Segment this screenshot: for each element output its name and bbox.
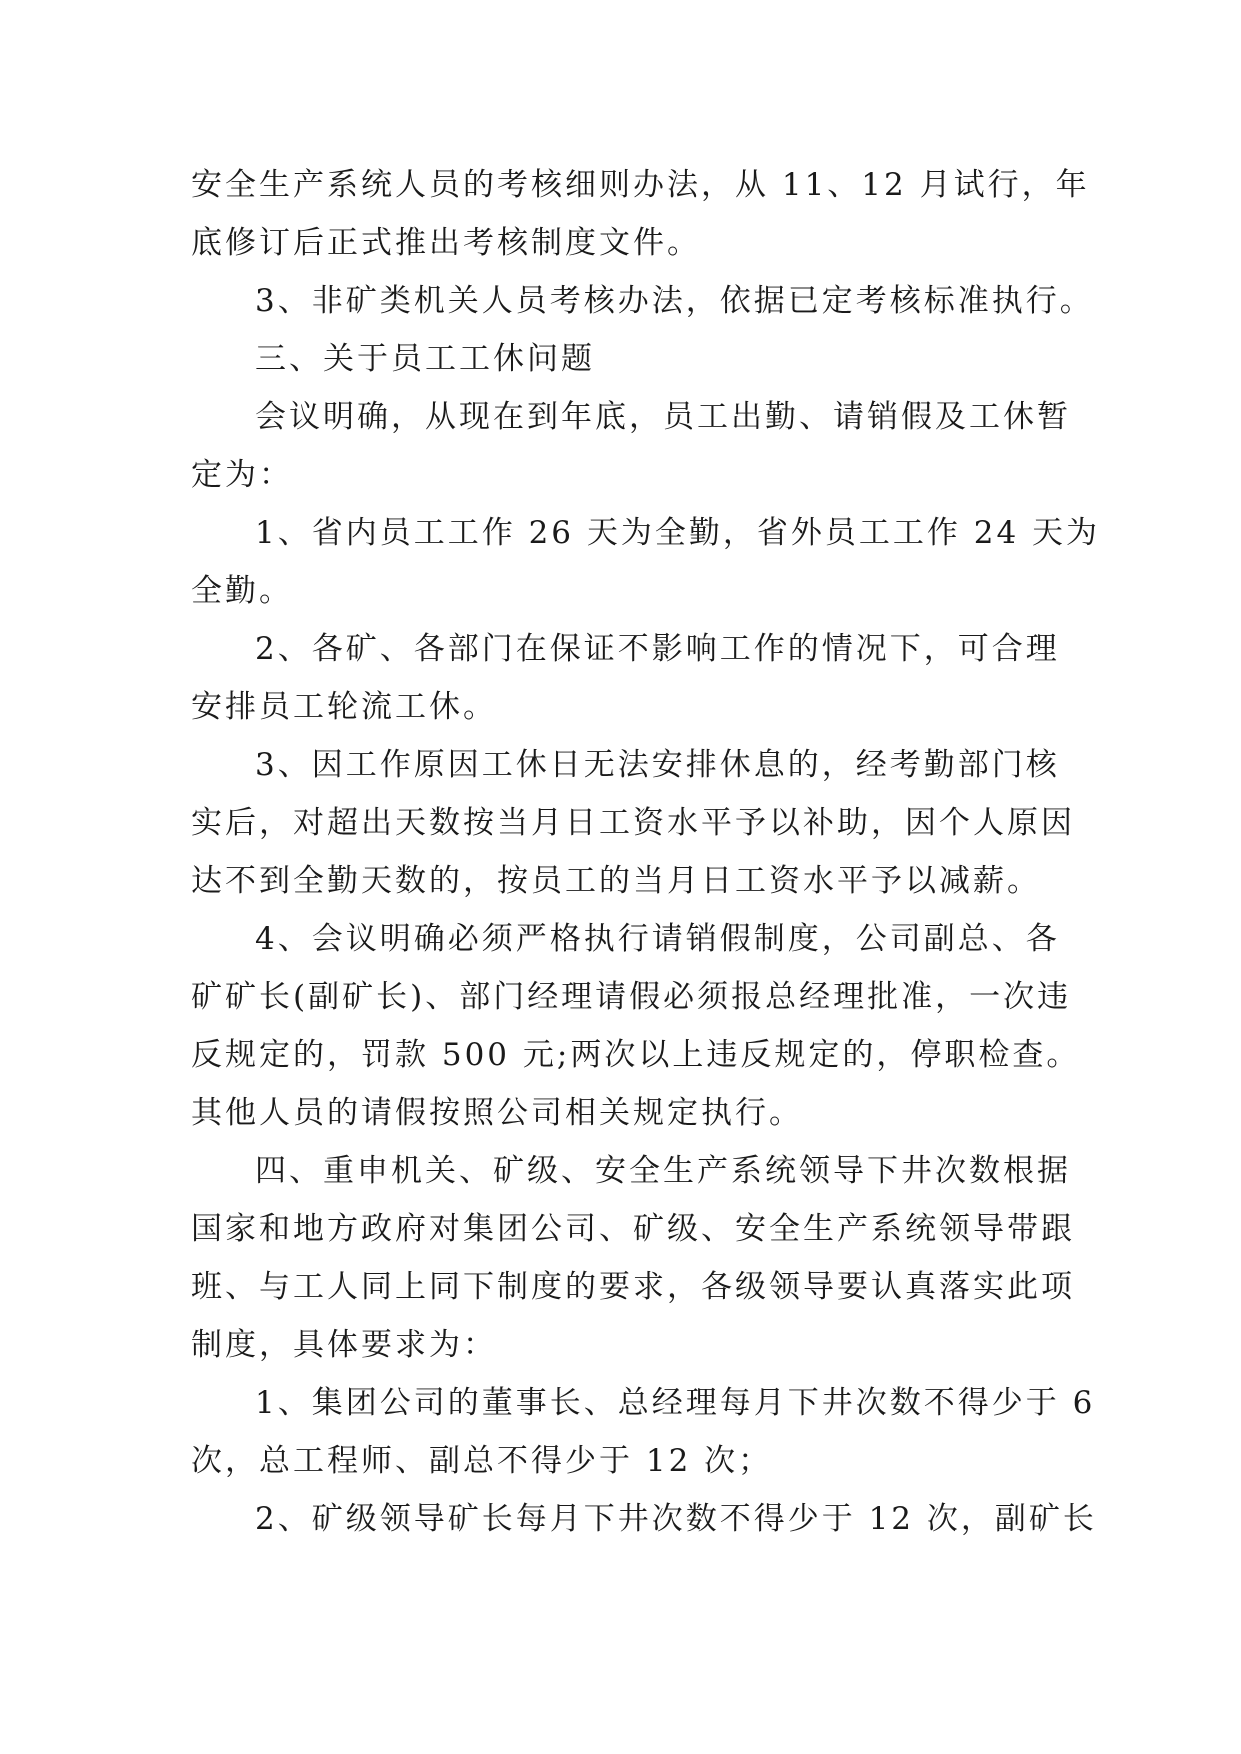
text-line: 全勤。 bbox=[191, 573, 293, 609]
text-line: 其他人员的请假按照公司相关规定执行。 bbox=[191, 1095, 803, 1131]
text-line: 安全生产系统人员的考核细则办法，从 11、12 月试行，年 bbox=[191, 167, 1090, 203]
text-line: 矿矿长(副矿长)、部门经理请假必须报总经理批准，一次违 bbox=[191, 979, 1072, 1015]
text-line: 班、与工人同上同下制度的要求，各级领导要认真落实此项 bbox=[191, 1269, 1075, 1305]
text-line: 实后，对超出天数按当月日工资水平予以补助，因个人原因 bbox=[191, 805, 1075, 841]
text-line: 会议明确，从现在到年底，员工出勤、请销假及工休暂 bbox=[255, 399, 1071, 435]
section-heading: 四、重申机关、矿级、安全生产系统领导下井次数根据 bbox=[255, 1153, 1071, 1189]
text-line: 4、会议明确必须严格执行请销假制度，公司副总、各 bbox=[255, 921, 1060, 957]
text-line: 反规定的，罚款 500 元;两次以上违反规定的，停职检查。 bbox=[191, 1037, 1081, 1073]
text-line: 2、各矿、各部门在保证不影响工作的情况下，可合理 bbox=[255, 631, 1060, 667]
text-line: 国家和地方政府对集团公司、矿级、安全生产系统领导带跟 bbox=[191, 1211, 1075, 1247]
text-line: 3、非矿类机关人员考核办法，依据已定考核标准执行。 bbox=[255, 283, 1094, 319]
text-line: 定为： bbox=[191, 457, 293, 493]
text-line: 次，总工程师、副总不得少于 12 次； bbox=[191, 1443, 773, 1479]
section-heading: 三、关于员工工休问题 bbox=[255, 341, 595, 377]
text-line: 1、集团公司的董事长、总经理每月下井次数不得少于 6 bbox=[255, 1385, 1096, 1421]
text-line: 3、因工作原因工休日无法安排休息的，经考勤部门核 bbox=[255, 747, 1060, 783]
text-line: 达不到全勤天数的，按员工的当月日工资水平予以减薪。 bbox=[191, 863, 1041, 899]
text-line: 1、省内员工工作 26 天为全勤，省外员工工作 24 天为 bbox=[255, 515, 1101, 551]
text-line: 安排员工轮流工休。 bbox=[191, 689, 497, 725]
text-line: 2、矿级领导矿长每月下井次数不得少于 12 次，副矿长 bbox=[255, 1501, 1097, 1537]
text-line: 底修订后正式推出考核制度文件。 bbox=[191, 225, 701, 261]
text-line: 制度，具体要求为： bbox=[191, 1327, 497, 1363]
